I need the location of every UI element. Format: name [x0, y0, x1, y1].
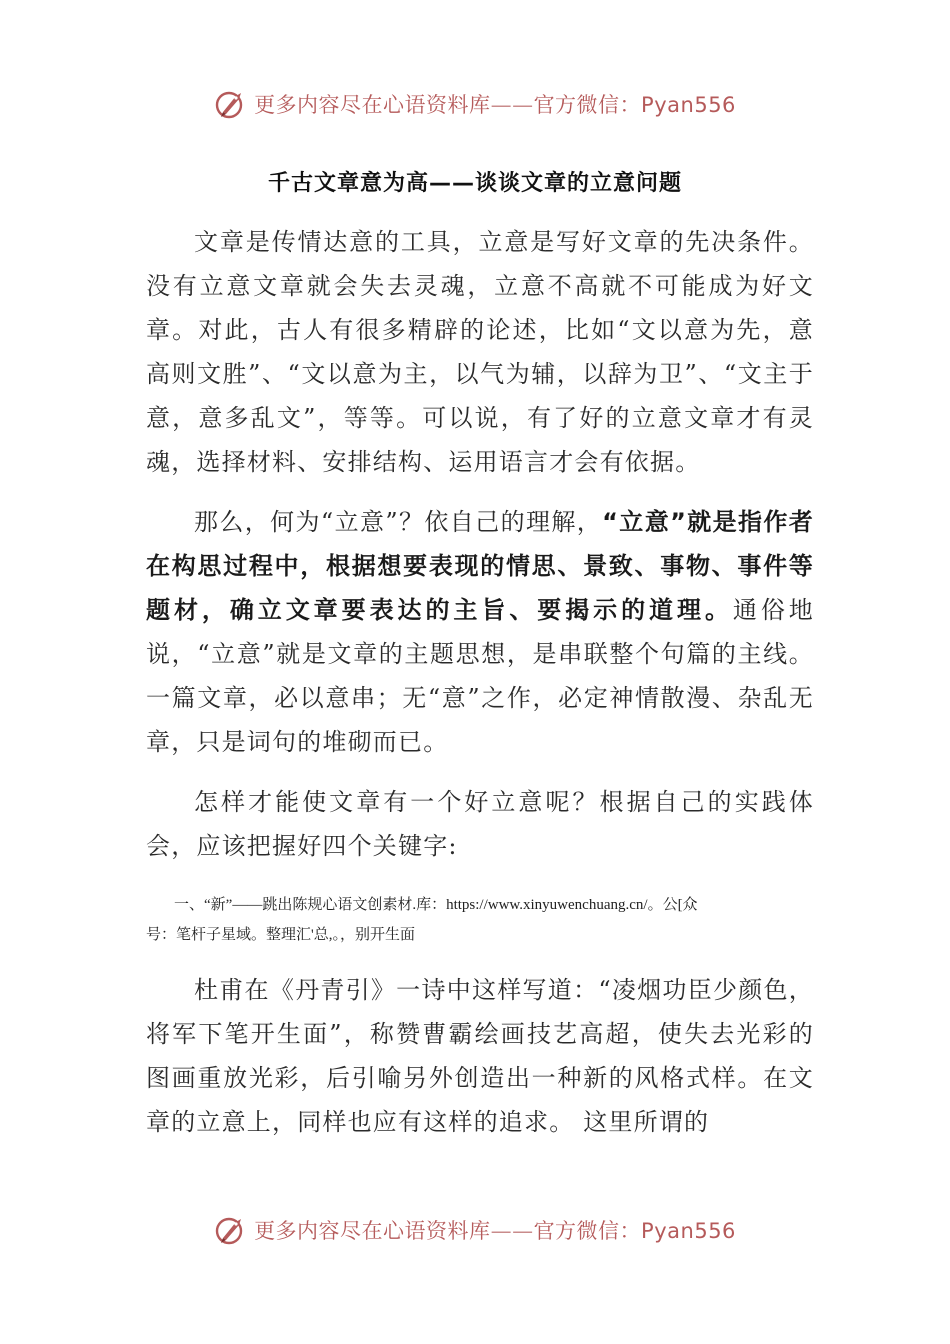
definition-emphasis: “立意”就是指作者在构思过程中，根据想要表现的情思、景致、事物、事件等题材，确立文章要表达的主旨、要揭示的道理。 — [146, 508, 814, 624]
paragraph-definition — [146, 500, 814, 764]
section-heading-line-2: 号：笔杆子星域。整理汇'总,。，别开生面 — [146, 927, 415, 943]
footer-banner-text: 更多内容尽在心语资料库——官方微信：Pyan556 — [254, 1219, 736, 1243]
paragraph-definition-lead: 那么，何为“立意”？依自己的理解， — [194, 508, 603, 536]
banner-text: 更多内容尽在心语资料库——官方微信：Pyan556 — [254, 93, 736, 117]
pen-nib-circle-icon — [214, 87, 248, 121]
article-body — [146, 220, 814, 1144]
paragraph-definition-tail: 通俗地说，“立意”就是文章的主题思想，是串联整个句篇的主线。一篇文章，必以意串；无“意”之作，必定神情散漫、杂乱无章，只是词句的堆砌而已。 — [146, 596, 815, 756]
header-banner — [0, 82, 950, 126]
page-title: 千古文章意为高——谈谈文章的立意问题 — [267, 171, 682, 196]
section-heading — [146, 890, 814, 950]
section-heading-line-1: 一、“新”——跳出陈规心语文创素材.库：https://www.xinyuwenchuang.cn/。公[众 — [174, 897, 698, 913]
paragraph-question: 怎样才能使文章有一个好立意呢？根据自己的实践体会，应该把握好四个关键字: — [146, 788, 814, 860]
paragraph-intro: 文章是传情达意的工具，立意是写好文章的先决条件。没有立意文章就会失去灵魂，立意不高就不可能成为好文章。对此，古人有很多精辟的论述，比如“文以意为先，意高则文胜”、“文以意为主，以气为辅，以辞为卫”、“文主于意，意多乱文”，等等。可以说，有了好的立意文章才有灵魂，选择材料、安排结构、运用语言才会有依据。 — [146, 228, 814, 476]
paragraph-dufu: 杜甫在《丹青引》一诗中这样写道：“凌烟功臣少颜色，将军下笔开生面”，称赞曹霸绘画技艺高超，使失去光彩的图画重放光彩，后引喻另外创造出一种新的风格式样。在文章的立意上，同样也应有这样的追求。 这里所谓的 — [146, 976, 814, 1136]
pen-nib-circle-icon — [214, 1213, 248, 1247]
footer-banner — [0, 1208, 950, 1252]
